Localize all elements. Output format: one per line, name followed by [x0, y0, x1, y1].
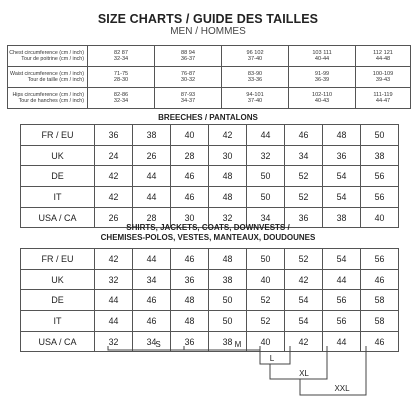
- measurement-value: 111-119: [373, 91, 393, 98]
- size-value: 26: [95, 207, 133, 228]
- measurement-value: 88 94: [181, 49, 196, 56]
- size-value: 56: [361, 166, 399, 187]
- size-value: 50: [247, 249, 285, 270]
- region-label: UK: [21, 269, 95, 290]
- measurement-label-line: Tour de taille (cm / inch): [27, 77, 85, 83]
- measurement-value: 94-101: [246, 91, 264, 98]
- size-value: 46: [361, 331, 399, 352]
- size-value: 26: [133, 145, 171, 166]
- region-label: UK: [21, 145, 95, 166]
- size-value: 40: [247, 269, 285, 290]
- size-value: 38: [133, 125, 171, 146]
- measurement-value: 76-87: [180, 70, 196, 77]
- size-value: 36: [95, 125, 133, 146]
- measurement-value: 32-34: [113, 56, 129, 62]
- region-label: FR / EU: [21, 249, 95, 270]
- breeches-title: BREECHES / PANTALONS: [158, 113, 258, 122]
- measurement-value: 39-43: [375, 77, 391, 83]
- size-value: 44: [133, 249, 171, 270]
- size-value: 50: [361, 125, 399, 146]
- size-value: 42: [95, 249, 133, 270]
- region-label: IT: [21, 187, 95, 208]
- size-value: 52: [285, 166, 323, 187]
- bracket-lines: [108, 346, 366, 395]
- size-value: 56: [361, 249, 399, 270]
- measurement-value: 36-39: [314, 77, 330, 83]
- size-value: 42: [209, 125, 247, 146]
- size-value: 44: [133, 187, 171, 208]
- size-value: 44: [95, 311, 133, 332]
- size-value: 42: [285, 331, 323, 352]
- measurement-value: 71-75: [113, 70, 129, 77]
- region-label: IT: [21, 311, 95, 332]
- size-value: 52: [247, 290, 285, 311]
- size-value: 54: [323, 187, 361, 208]
- measurement-value: 33-36: [247, 77, 263, 83]
- size-value: 48: [209, 249, 247, 270]
- measurement-value: 30-32: [180, 77, 196, 83]
- measurement-value: 40-43: [314, 98, 330, 104]
- measurement-value: 103 111: [312, 49, 332, 56]
- size-value: 36: [171, 331, 209, 352]
- size-value: 50: [209, 311, 247, 332]
- shirts-title-line1: SHIRTS, JACKETS, COATS, DOWNVESTS /: [126, 223, 290, 232]
- size-value: 46: [133, 311, 171, 332]
- size-value: 44: [323, 269, 361, 290]
- size-value: 46: [361, 269, 399, 290]
- page-subtitle: MEN / HOMMES: [170, 26, 246, 37]
- measurement-value: 32-34: [113, 98, 129, 104]
- size-value: 46: [171, 166, 209, 187]
- size-value: 58: [361, 290, 399, 311]
- measurement-value: 44-48: [375, 56, 391, 62]
- size-value: 56: [323, 311, 361, 332]
- size-value: 32: [95, 331, 133, 352]
- size-value: 28: [171, 145, 209, 166]
- measurement-value: 44-47: [375, 98, 391, 104]
- size-value: 46: [171, 249, 209, 270]
- size-value: 50: [247, 187, 285, 208]
- size-value: 48: [209, 187, 247, 208]
- measurement-value: 40-44: [314, 56, 330, 62]
- size-value: 56: [361, 187, 399, 208]
- size-value: 42: [95, 187, 133, 208]
- size-value: 40: [171, 125, 209, 146]
- size-value: 46: [133, 290, 171, 311]
- measurement-value: 87-93: [180, 91, 196, 98]
- measurement-value: 37-40: [247, 98, 263, 104]
- size-value: 24: [95, 145, 133, 166]
- size-value: 52: [285, 249, 323, 270]
- region-label: USA / CA: [21, 331, 95, 352]
- shirts-title-line2: CHEMISES-POLOS, VESTES, MANTEAUX, DOUDOUNES: [100, 233, 316, 242]
- size-value: 40: [247, 331, 285, 352]
- measurement-value: 36-37: [180, 56, 196, 62]
- page-title: SIZE CHARTS / GUIDE DES TAILLES: [97, 12, 319, 26]
- size-letter-xxl: XXL: [334, 384, 350, 393]
- size-value: 38: [361, 145, 399, 166]
- size-value: 52: [285, 187, 323, 208]
- size-value: 54: [285, 290, 323, 311]
- size-value: 54: [323, 166, 361, 187]
- size-value: 42: [95, 166, 133, 187]
- size-value: 40: [361, 207, 399, 228]
- size-value: 36: [323, 145, 361, 166]
- size-value: 56: [323, 290, 361, 311]
- size-value: 44: [133, 166, 171, 187]
- measurement-value: 102-110: [311, 91, 333, 98]
- size-value: 52: [247, 311, 285, 332]
- size-value: 36: [285, 207, 323, 228]
- size-value: 38: [209, 331, 247, 352]
- size-value: 28: [133, 207, 171, 228]
- bracket-l-line: [260, 346, 290, 364]
- size-value: 32: [209, 207, 247, 228]
- measurement-value: 34-37: [180, 98, 196, 104]
- bracket-s-line: [108, 346, 184, 350]
- size-letter-s: S: [155, 340, 161, 349]
- size-value: 50: [209, 290, 247, 311]
- size-value: 30: [209, 145, 247, 166]
- size-letter-m: M: [234, 340, 242, 349]
- size-letter-xl: XL: [299, 369, 309, 378]
- size-value: 48: [209, 166, 247, 187]
- bracket-xxl-line: [300, 346, 366, 395]
- size-value: 36: [171, 269, 209, 290]
- measurement-label-line: Chest circumference (cm / inch): [9, 49, 85, 56]
- bracket-m-line: [184, 346, 260, 350]
- measurement-value: 37-40: [247, 56, 263, 62]
- size-value: 34: [285, 145, 323, 166]
- measurement-value: 83-90: [247, 70, 263, 77]
- size-value: 50: [247, 166, 285, 187]
- size-value: 42: [285, 269, 323, 290]
- size-value: 38: [323, 207, 361, 228]
- region-label: FR / EU: [21, 125, 95, 146]
- size-value: 32: [95, 269, 133, 290]
- measurement-value: 82-86: [113, 91, 129, 98]
- size-value: 34: [133, 269, 171, 290]
- size-value: 48: [323, 125, 361, 146]
- measurement-label-line: Waist circumference (cm / inch): [10, 70, 85, 77]
- size-value: 34: [133, 331, 171, 352]
- size-value: 54: [285, 311, 323, 332]
- measurement-value: 28-30: [113, 77, 129, 83]
- size-value: 34: [247, 207, 285, 228]
- region-label: DE: [21, 290, 95, 311]
- measurement-value: 96 102: [246, 49, 264, 56]
- size-value: 44: [247, 125, 285, 146]
- size-value: 46: [285, 125, 323, 146]
- size-value: 48: [171, 311, 209, 332]
- size-value: 30: [171, 207, 209, 228]
- region-label: DE: [21, 166, 95, 187]
- measurement-label-line: Hips circumference (cm / inch): [12, 91, 85, 98]
- size-value: 48: [171, 290, 209, 311]
- measurement-value: 82 87: [114, 49, 129, 56]
- size-value: 58: [361, 311, 399, 332]
- measurement-value: 91-99: [314, 70, 330, 77]
- size-value: 44: [323, 331, 361, 352]
- region-label: USA / CA: [21, 207, 95, 228]
- size-value: 38: [209, 269, 247, 290]
- measurement-label-line: Tour de hanches (cm / inch): [18, 98, 85, 104]
- measurement-label-line: Tour de poitrine (cm / inch): [21, 56, 85, 62]
- size-value: 44: [95, 290, 133, 311]
- size-value: 32: [247, 145, 285, 166]
- size-value: 54: [323, 249, 361, 270]
- measurement-value: 100-109: [372, 70, 394, 77]
- measurement-value: 112 121: [373, 49, 393, 56]
- size-value: 46: [171, 187, 209, 208]
- size-letter-l: L: [269, 354, 275, 363]
